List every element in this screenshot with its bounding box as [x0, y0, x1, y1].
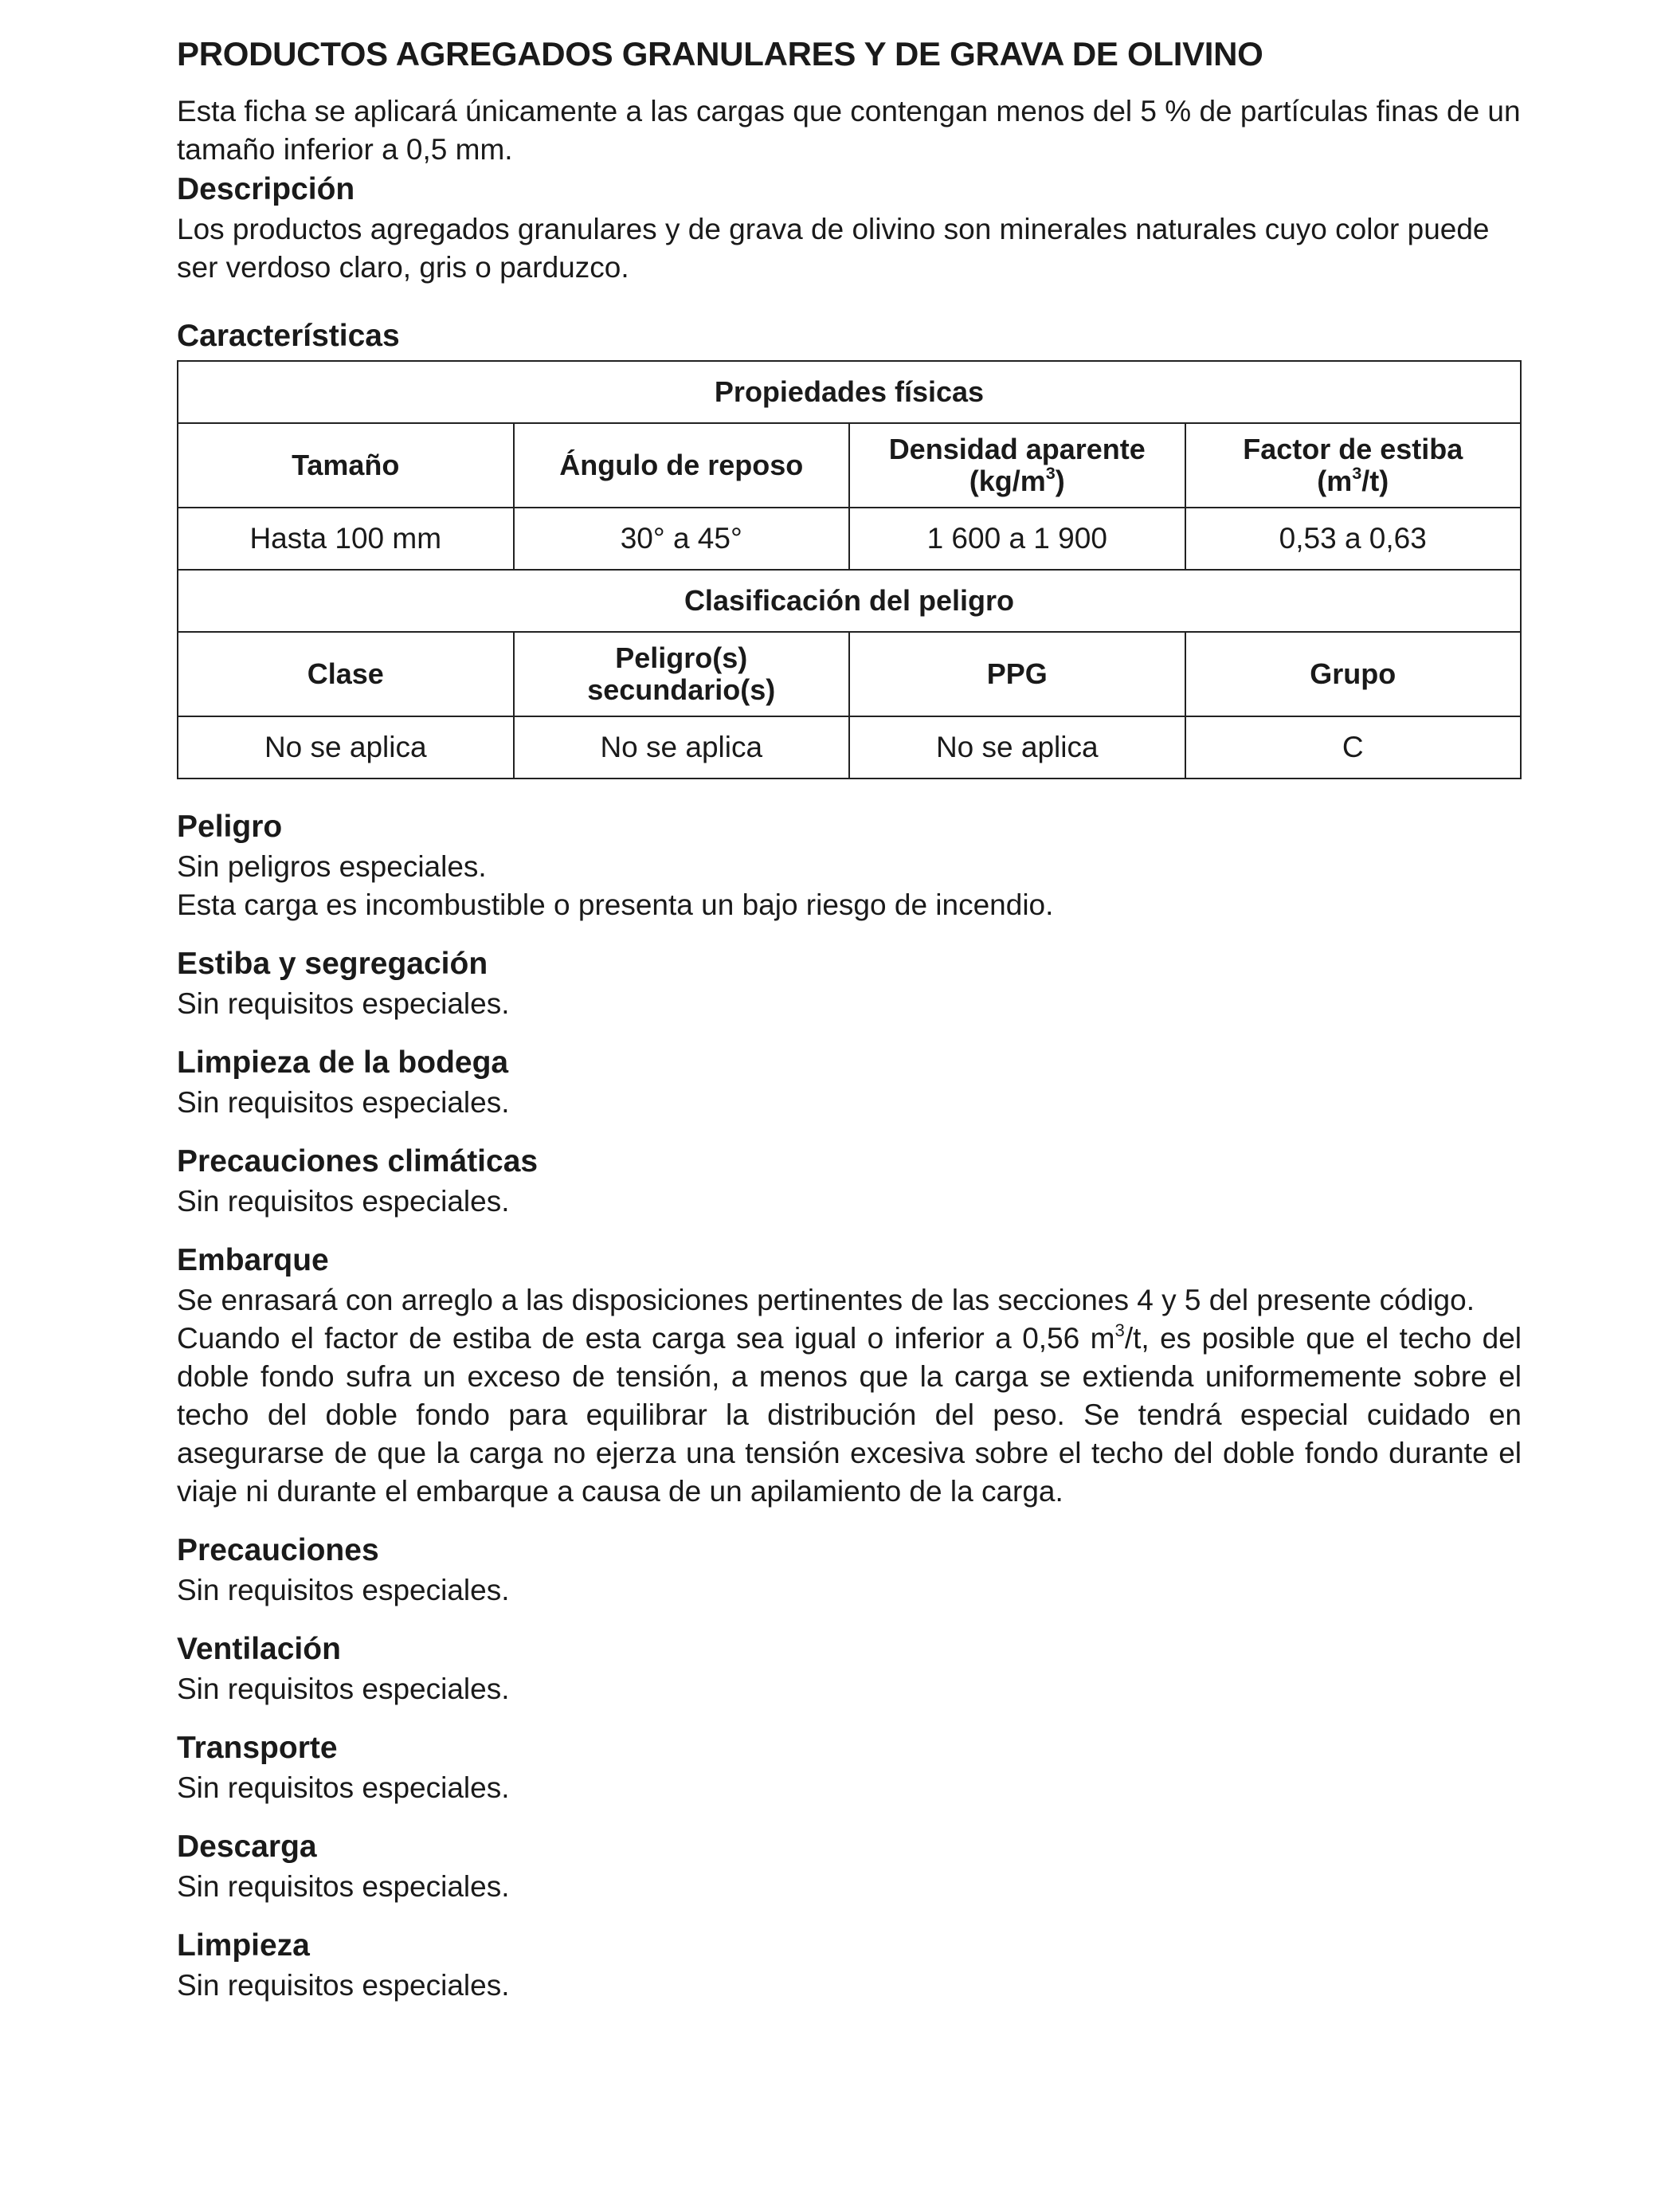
- section-heading: Descarga: [177, 1830, 317, 1864]
- section-descripcion: [177, 169, 1522, 287]
- intro-paragraph: Esta ficha se aplicará únicamente a las cargas que contengan menos del 5 % de partículas finas de un tamaño inferior a 0,5 mm.: [177, 95, 1521, 166]
- section-caracteristicas: [177, 316, 1522, 779]
- column-header-grupo: Grupo: [1185, 632, 1522, 716]
- table-group-row: [178, 361, 1521, 423]
- table-row: [178, 508, 1521, 570]
- table-cell: No se aplica: [178, 716, 514, 779]
- section-precauciones: [177, 1530, 1522, 1610]
- section-precauciones-climaticas: [177, 1141, 1522, 1221]
- group-label-hazard: Clasificación del peligro: [178, 570, 1521, 632]
- column-header-tamano: Tamaño: [178, 423, 514, 508]
- section-heading: Estiba y segregación: [177, 947, 488, 981]
- section-text: Sin requisitos especiales.: [177, 1574, 510, 1606]
- section-text: Sin requisitos especiales.: [177, 1771, 510, 1804]
- section-text: Sin requisitos especiales.: [177, 1086, 510, 1119]
- table-cell: No se aplica: [514, 716, 850, 779]
- section-limpieza-bodega: [177, 1042, 1522, 1122]
- properties-table: [177, 360, 1522, 779]
- section-text: Sin requisitos especiales.: [177, 987, 510, 1020]
- column-header-clase: Clase: [178, 632, 514, 716]
- section-descarga: [177, 1826, 1522, 1906]
- section-heading: Peligro: [177, 810, 283, 844]
- table-cell: No se aplica: [849, 716, 1185, 779]
- column-header-angulo: Ángulo de reposo: [514, 423, 850, 508]
- section-text: Esta carga es incombustible o presenta un bajo riesgo de incendio.: [177, 888, 1054, 921]
- column-header-peligro-secundario: Peligro(s) secundario(s): [514, 632, 850, 716]
- table-cell: 30° a 45°: [514, 508, 850, 570]
- group-label-physical: Propiedades físicas: [178, 361, 1521, 423]
- page-title: PRODUCTOS AGREGADOS GRANULARES Y DE GRAVA DE OLIVINO: [177, 35, 1263, 73]
- section-transporte: [177, 1728, 1522, 1807]
- document-page: [177, 32, 1522, 2024]
- column-header-factor-estiba: Factor de estiba $(m^3/t)$: [1185, 423, 1522, 508]
- section-peligro: [177, 806, 1522, 924]
- section-heading: Limpieza de la bodega: [177, 1045, 509, 1080]
- section-heading: Ventilación: [177, 1632, 341, 1666]
- table-group-row: [178, 570, 1521, 632]
- table-cell: C: [1185, 716, 1522, 779]
- section-text: Sin requisitos especiales.: [177, 1969, 510, 2002]
- section-text: Sin peligros especiales.: [177, 850, 487, 883]
- table-cell: Hasta 100 mm: [178, 508, 514, 570]
- section-heading: Transporte: [177, 1731, 338, 1765]
- table-cell: 0,53 a 0,63: [1185, 508, 1522, 570]
- section-text: Los productos agregados granulares y de grava de olivino son minerales naturales cuyo color puede ser verdoso claro, gris o parduzco.: [177, 213, 1490, 284]
- section-text: Cuando el factor de estiba de esta carga sea igual o inferior a 0,56 $m^3/t$, es posible que el techo del doble fondo sufra un exceso de tensión, a menos que la carga se extienda uniformemente sobre el techo del doble fondo para equilibrar la distribución del peso. Se tendrá especial cuidado en asegurarse de que la carga no ejerza una tensión excesiva sobre el techo del doble fondo durante el viaje ni durante el embarque a causa de un apilamiento de la carga.: [177, 1320, 1522, 1508]
- column-header-densidad: Densidad aparente $(kg/m^3)$: [849, 423, 1185, 508]
- section-heading: Precauciones: [177, 1533, 379, 1567]
- section-heading: Embarque: [177, 1243, 329, 1277]
- table-header-row: [178, 632, 1521, 716]
- section-text: Sin requisitos especiales.: [177, 1870, 510, 1903]
- section-text: Sin requisitos especiales.: [177, 1185, 510, 1218]
- section-text: Se enrasará con arreglo a las disposiciones pertinentes de las secciones 4 y 5 del presente código.: [177, 1284, 1475, 1316]
- section-estiba-segregacion: [177, 943, 1522, 1023]
- section-heading: Precauciones climáticas: [177, 1144, 539, 1179]
- column-header-ppg: PPG: [849, 632, 1185, 716]
- section-limpieza: [177, 1925, 1522, 2005]
- table-cell: 1 600 a 1 900: [849, 508, 1185, 570]
- section-heading: Limpieza: [177, 1928, 310, 1963]
- section-heading: Características: [177, 319, 400, 353]
- section-heading: Descripción: [177, 172, 355, 206]
- table-header-row: [178, 423, 1521, 508]
- section-embarque: [177, 1240, 1522, 1511]
- table-row: [178, 716, 1521, 779]
- section-text: Sin requisitos especiales.: [177, 1673, 510, 1705]
- section-ventilacion: [177, 1629, 1522, 1708]
